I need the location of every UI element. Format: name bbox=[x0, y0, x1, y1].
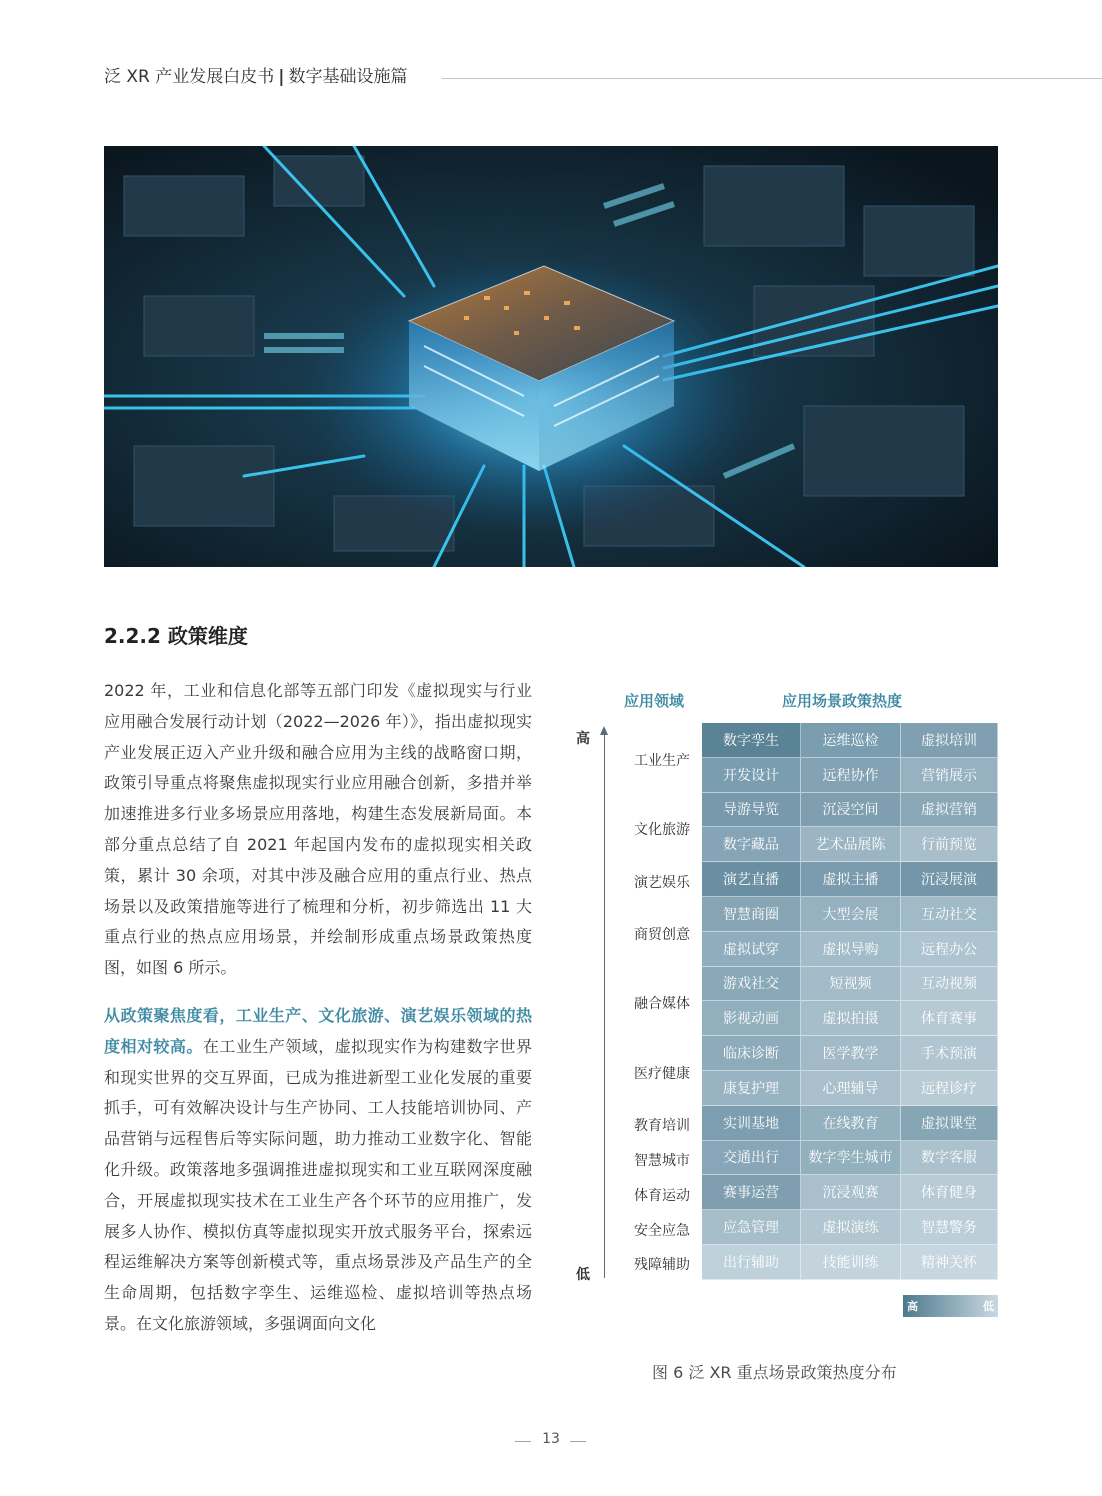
heat-cell: 沉浸观赛 bbox=[801, 1175, 901, 1210]
heat-cell: 互动视频 bbox=[901, 967, 998, 1002]
section-title: 2.2.2 政策维度 bbox=[104, 624, 248, 648]
heat-cell: 导游导览 bbox=[702, 793, 801, 828]
heat-cell: 远程协作 bbox=[801, 758, 901, 793]
paragraph-1: 2022 年，工业和信息化部等五部门印发《虚拟现实与行业应用融合发展行动计划（2022—2026 年）》，指出虚拟现实产业发展正迈入产业升级和融合应用为主线的战略窗口期，政策引导重点将聚焦虚拟现实行业应用融合创新，多措并举加速推进多行业多场景应用落地，构建生态发展新局面。本部分重点总结了自 2021 年起国内发布的虚拟现实相关政策，累计 30 余项，对其中涉及融合应用的重点行业、热点场景以及政策措施等进行了梳理和分析，初步筛选出 11 大重点行业的热点应用场景，并绘制形成重点场景政策热度图，如图 6 所示。 bbox=[104, 681, 532, 978]
heat-cell: 临床诊断 bbox=[702, 1036, 801, 1071]
domain-label: 商贸创意 bbox=[634, 926, 690, 943]
domain-label: 智慧城市 bbox=[634, 1153, 690, 1169]
heat-cell: 精神关怀 bbox=[901, 1245, 998, 1280]
heat-cell: 技能训练 bbox=[801, 1245, 901, 1280]
figure-caption: 图 6 泛 XR 重点场景政策热度分布 bbox=[652, 1363, 897, 1382]
axis-label-high: 高 bbox=[576, 731, 590, 747]
heat-cell: 短视频 bbox=[801, 967, 901, 1002]
heat-cell: 心理辅导 bbox=[801, 1071, 901, 1106]
heat-cell: 在线教育 bbox=[801, 1106, 901, 1141]
domain-label: 演艺娱乐 bbox=[634, 874, 690, 891]
heat-cell: 运维巡检 bbox=[801, 723, 901, 758]
heat-cell: 体育赛事 bbox=[901, 1001, 998, 1036]
domain-label: 教育培训 bbox=[634, 1118, 690, 1135]
heat-cell: 数字客服 bbox=[901, 1141, 998, 1176]
heat-legend bbox=[903, 1295, 998, 1317]
policy-heat-figure bbox=[572, 686, 1002, 1386]
heat-cell: 出行辅助 bbox=[702, 1245, 801, 1280]
heat-cell: 远程诊疗 bbox=[901, 1071, 998, 1106]
heat-cell: 体育健身 bbox=[901, 1175, 998, 1210]
hero-image bbox=[104, 146, 998, 567]
legend-high: 高 bbox=[907, 1300, 918, 1313]
domain-label: 残障辅助 bbox=[634, 1257, 690, 1274]
heat-cell: 影视动画 bbox=[702, 1001, 801, 1036]
heat-cell: 康复护理 bbox=[702, 1071, 801, 1106]
heat-cell: 交通出行 bbox=[702, 1141, 801, 1176]
heat-cell: 虚拟营销 bbox=[901, 793, 998, 828]
heat-cell: 智慧商圈 bbox=[702, 897, 801, 932]
heat-cell: 沉浸空间 bbox=[801, 793, 901, 828]
heat-cell: 演艺直播 bbox=[702, 862, 801, 897]
axis-label-low: 低 bbox=[576, 1267, 590, 1283]
document-title: 泛 XR 产业发展白皮书 bbox=[104, 67, 275, 87]
heat-cell: 虚拟演练 bbox=[801, 1210, 901, 1245]
heat-cell: 艺术品展陈 bbox=[801, 827, 901, 862]
header-rule bbox=[442, 78, 1102, 79]
page-header bbox=[104, 60, 1102, 90]
heat-cell: 远程办公 bbox=[901, 932, 998, 967]
heat-cell: 虚拟试穿 bbox=[702, 932, 801, 967]
header-title bbox=[104, 62, 407, 87]
heat-cell: 数字孪生城市 bbox=[801, 1141, 901, 1176]
heat-cell: 医学教学 bbox=[801, 1036, 901, 1071]
domain-label: 融合媒体 bbox=[634, 996, 690, 1013]
heat-cell: 虚拟课堂 bbox=[901, 1106, 998, 1141]
domain-label: 体育运动 bbox=[634, 1187, 690, 1204]
heat-cell: 虚拟主播 bbox=[801, 862, 901, 897]
heat-cell: 行前预览 bbox=[901, 827, 998, 862]
domain-label: 医疗健康 bbox=[634, 1066, 690, 1082]
heat-cell: 应急管理 bbox=[702, 1210, 801, 1245]
column-header-heat: 应用场景政策热度 bbox=[782, 692, 903, 710]
heat-cell: 虚拟培训 bbox=[901, 723, 998, 758]
heat-cell: 游戏社交 bbox=[702, 967, 801, 1002]
heat-cell: 虚拟导购 bbox=[801, 932, 901, 967]
body-text bbox=[104, 676, 532, 1357]
paragraph-2-highlight: 从政策聚焦度看，工业生产、文化旅游、演艺娱乐领域的热度相对较高。 bbox=[104, 1005, 532, 1056]
heat-cell: 互动社交 bbox=[901, 897, 998, 932]
heat-cell: 沉浸展演 bbox=[901, 862, 998, 897]
heat-cell: 虚拟拍摄 bbox=[801, 1001, 901, 1036]
domain-label: 文化旅游 bbox=[634, 822, 690, 839]
heat-cell: 实训基地 bbox=[702, 1106, 801, 1141]
heat-cell: 大型会展 bbox=[801, 897, 901, 932]
page-number: 13 bbox=[542, 1431, 560, 1447]
heat-cell: 开发设计 bbox=[702, 758, 801, 793]
paragraph-2-text: 在工业生产领域，虚拟现实作为构建数字世界和现实世界的交互界面，已成为推进新型工业化发展的重要抓手，可有效解决设计与生产协同、工人技能培训协同、产品营销与远程售后等实际问题，助力推动工业数字化、智能化升级。政策落地多强调推进虚拟现实和工业互联网深度融合，开展虚拟现实技术在工业生产各个环节的应用推广，发展多人协作、模拟仿真等虚拟现实开放式服务平台，探索远程运维解决方案等创新模式等，重点场景涉及产品生产的全生命周期，包括数字孪生、运维巡检、虚拟培训等热点场景。在文化旅游领域，多强调面向文化 bbox=[104, 1036, 532, 1333]
heat-cell: 数字藏品 bbox=[702, 827, 801, 862]
heat-axis bbox=[604, 732, 605, 1278]
domain-label: 工业生产 bbox=[634, 752, 690, 769]
heat-cell: 营销展示 bbox=[901, 758, 998, 793]
heat-cell: 赛事运营 bbox=[702, 1175, 801, 1210]
column-header-domain: 应用领域 bbox=[624, 692, 685, 710]
document-subtitle: 数字基础设施篇 bbox=[288, 67, 408, 87]
footer-dash-right bbox=[570, 1441, 586, 1442]
heat-cell: 手术预演 bbox=[901, 1036, 998, 1071]
legend-low: 低 bbox=[983, 1300, 994, 1313]
heat-cell: 智慧警务 bbox=[901, 1210, 998, 1245]
page-footer bbox=[0, 1431, 1102, 1451]
header-separator: | bbox=[278, 67, 285, 87]
paragraph-2 bbox=[104, 1001, 532, 1340]
heat-cell: 数字孪生 bbox=[702, 723, 801, 758]
domain-label: 安全应急 bbox=[634, 1222, 690, 1239]
